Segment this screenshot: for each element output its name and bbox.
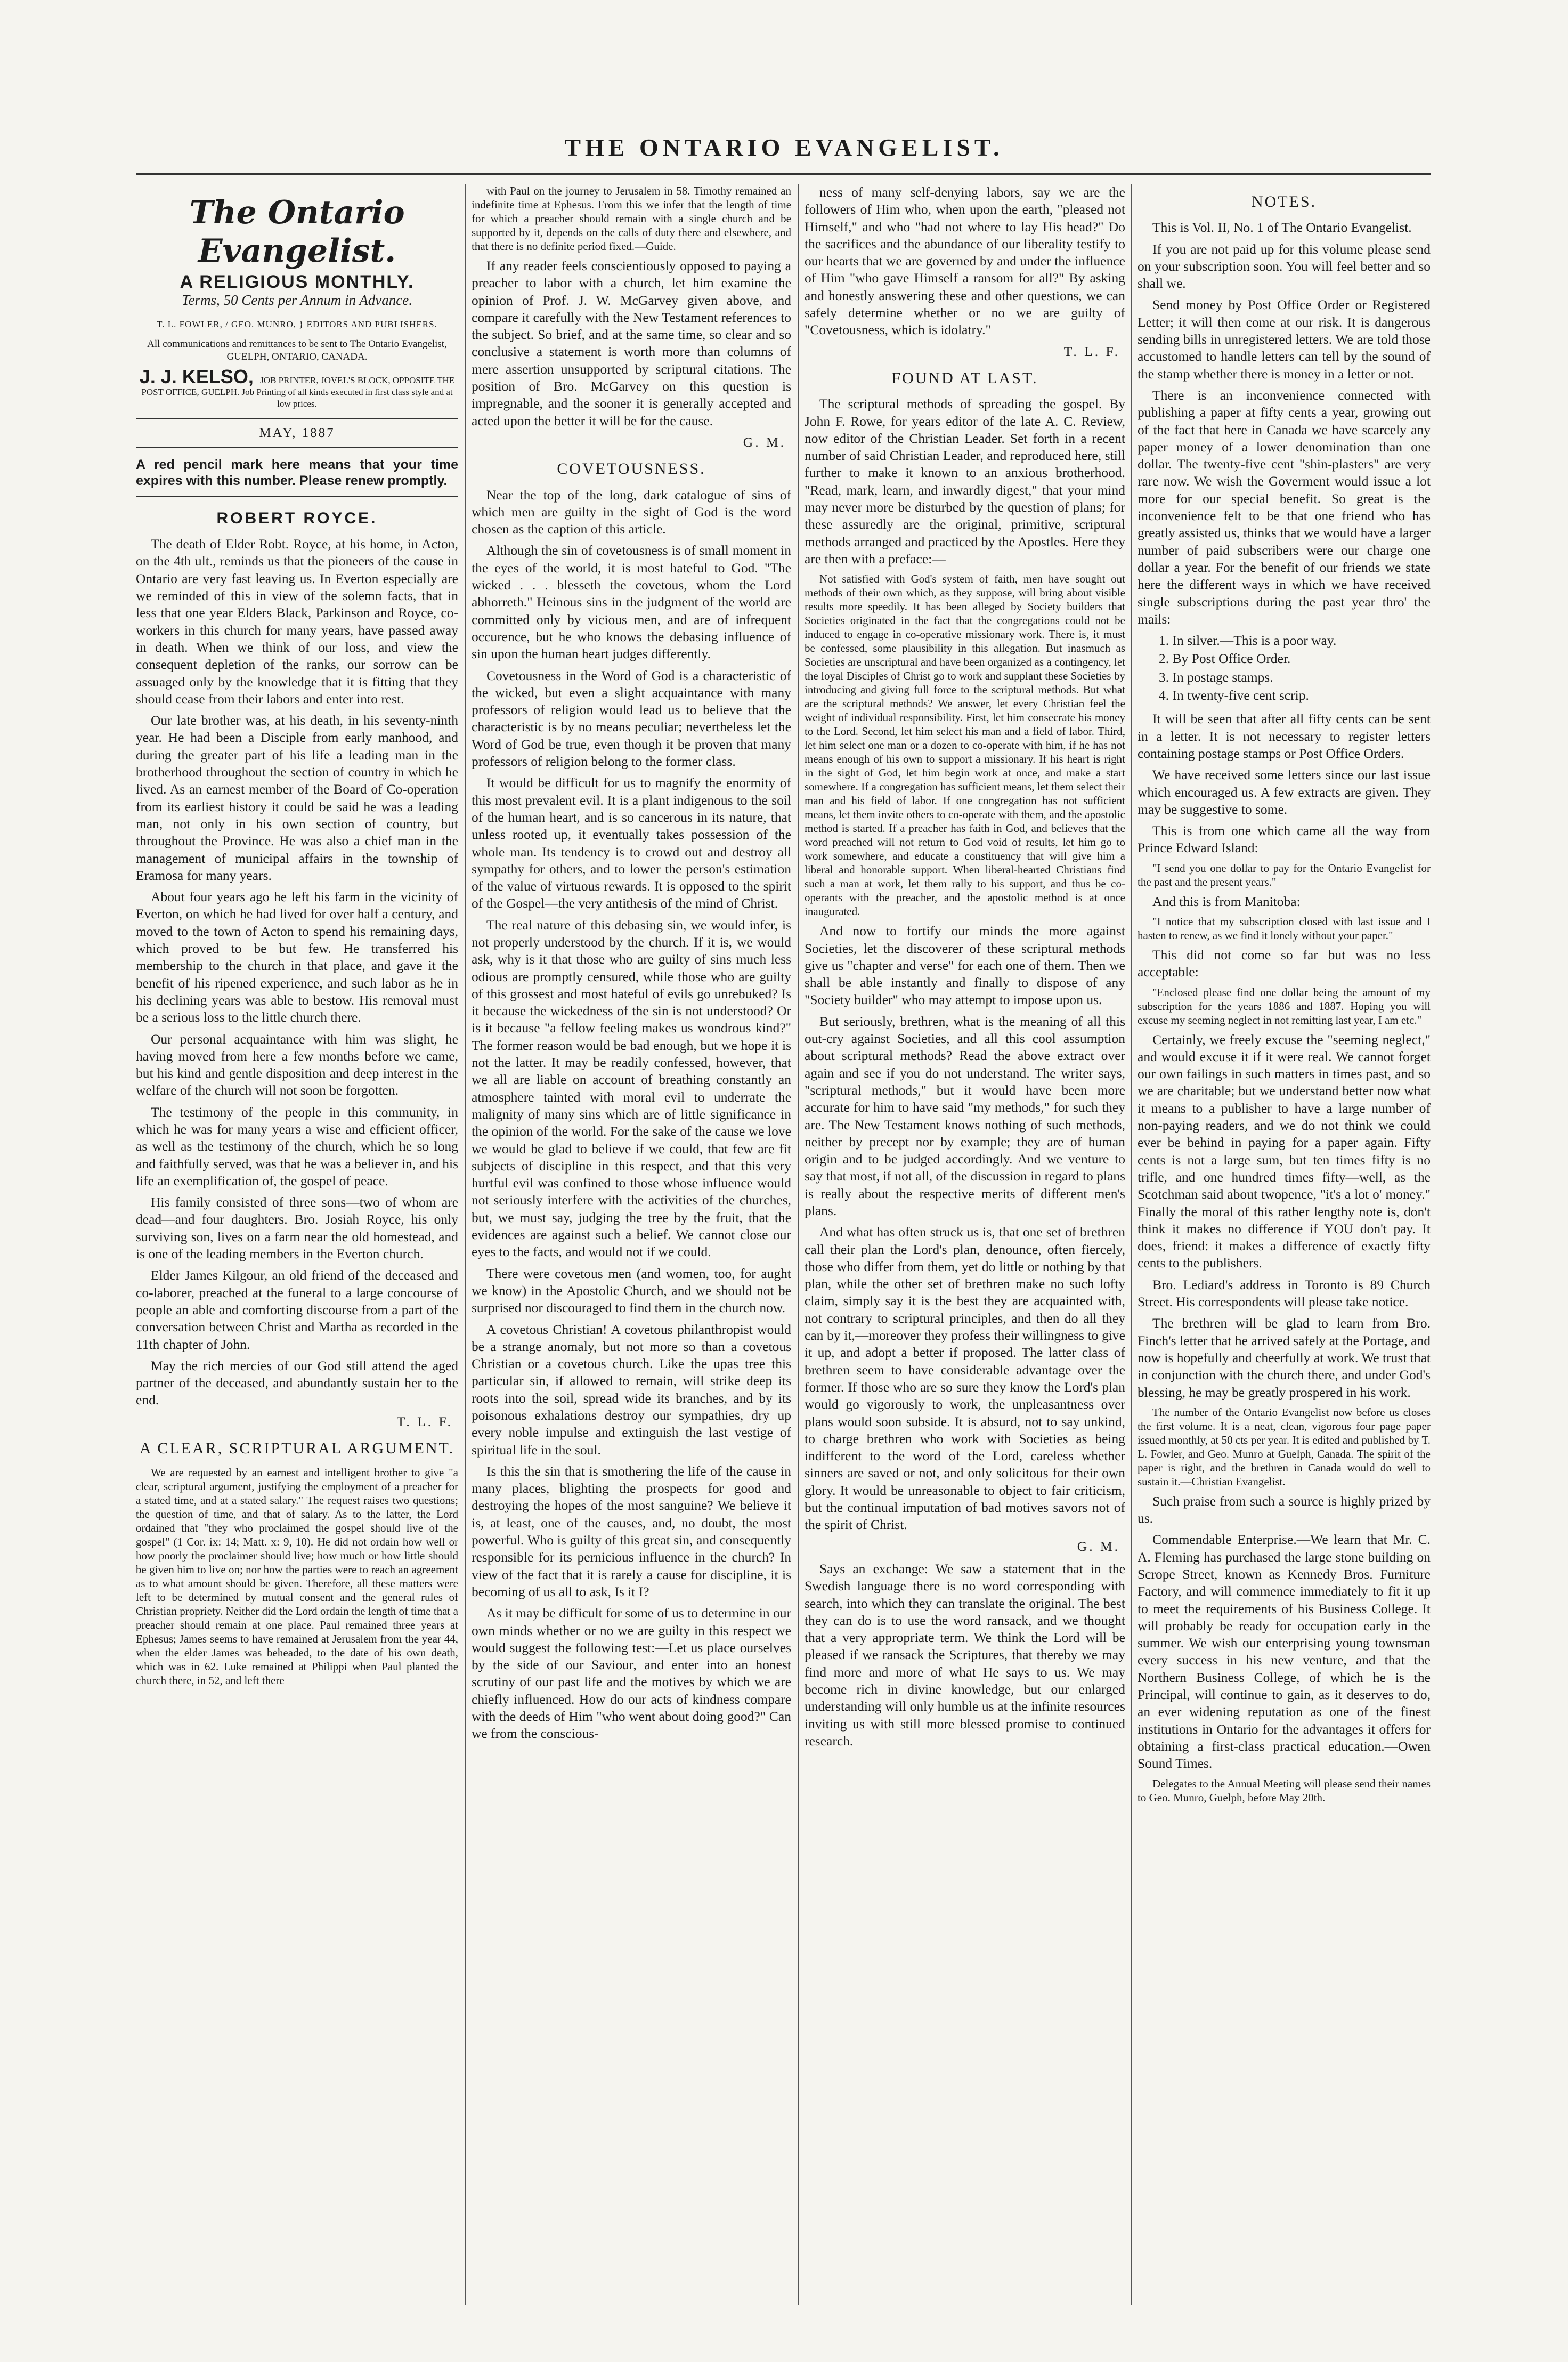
- paragraph: Commendable Enterprise.—We learn that Mr. C. A. Fleming has purchased the large stone building on Scrope Street, known as Kennedy Bros. Furniture Factory, and will commence immediately to fit it up to meet the requirements of his Business College. It will probably be ready for occupation early in the summer. We wish our enterprising young townsman every success in his new venture, and that the Northern Business College, of which he is the Principal, will continue to gain, as it deserves to do, an ever widening reputation as one of the finest institutions in Ontario for the advantages it offers for obtaining a first-class practical education.—Owen Sound Times.: [1138, 1532, 1431, 1772]
- page-header: THE ONTARIO EVANGELIST.: [564, 134, 1004, 161]
- article-title: A CLEAR, SCRIPTURAL ARGUMENT.: [139, 1439, 455, 1458]
- paragraph: The testimony of the people in this community, in which he was for many years a wise and efficient officer, as well as the testimony of the church, which he so long and faithfully served, was that he was a believer in, and his life an exemplification of, the gospel of peace.: [136, 1104, 458, 1188]
- paragraph: The scriptural methods of spreading the gospel. By John F. Rowe, for years editor of the late A. C. Review, now editor of the Christian Leader. Set forth in a recent number of said Christian Leader, and reproduced here, still further to make it known to an anxious brotherhood. "Read, mark, learn, and inwardly digest," that your mind may never more be disturbed by the question of plans; for these assuredly are the original, primitive, scriptural methods arranged and practiced by the Apostles. Here they are then with a preface:—: [805, 396, 1125, 567]
- header-rule: [136, 173, 1431, 175]
- paragraph: And this is from Manitoba:: [1152, 893, 1301, 909]
- list-item: 3. In postage stamps.: [1159, 669, 1273, 685]
- paragraph: The death of Elder Robt. Royce, at his home, in Acton, on the 4th ult., reminds us that the pioneers of the cause in Ontario are very fast leaving us. In Everton especially are we reminded of this in view of the solemn facts, that in less that one year Elders Black, Parkinson and Royce, co-workers in this church for many years, have passed away in death. When we think of our loss, and view the consequent depletion of the ranks, our sorrow can be assuaged only by the knowledge that it is fitting that they should cease from their labors and enter into rest.: [136, 536, 458, 707]
- paragraph: If you are not paid up for this volume please send on your subscription soon. You will feel better and so shall we.: [1138, 241, 1431, 292]
- column-1: [136, 184, 458, 2305]
- paragraph: The brethren will be glad to learn from Bro. Finch's letter that he arrived safely at the Portage, and now is hopefully and cheerfully at work. We trust that in conjunction with the church there, and under God's blessing, he may be greatly prospered in his work.: [1138, 1315, 1431, 1400]
- letter-quote: "I send you one dollar to pay for the Ontario Evangelist for the past and the present years.": [1138, 861, 1431, 888]
- notes-title: NOTES.: [1251, 193, 1317, 211]
- article-title: ROBERT ROYCE.: [216, 509, 378, 527]
- renewal-notice: A red pencil mark here means that your time expires with this number. Please renew promptly.: [136, 457, 458, 498]
- column-divider: [1131, 184, 1132, 2305]
- paragraph: But seriously, brethren, what is the meaning of all this out-cry against Societies, and all this cool assumption about scriptural methods? Read the above extract over again and see if you do not understand. The writer says, "scriptural methods," but it would have been more accurate for him to have said "my methods," for such they are. The New Testament knows nothing of such methods, neither by precept nor by example; they are of human origin and to be judged accordingly. And we venture to say that most, if not all, of the discussion in regard to plans is really about the respective merits of different men's plans.: [805, 1013, 1125, 1218]
- list-item: 1. In silver.—This is a poor way.: [1159, 633, 1337, 649]
- paragraph: May the rich mercies of our God still attend the aged partner of the deceased, and abundantly sustain her to the end.: [136, 1357, 458, 1408]
- paragraph: Although the sin of covetousness is of small moment in the eyes of the world, it is most hateful to God. "The wicked . . . blesseth the covetous, whom the Lord abhorreth." Heinous sins in the judgment of the world are committed only by vicious men, and are of infrequent occurence, but he who knows the debasing influence of sin upon the human heart judges differently.: [472, 543, 791, 662]
- letter-quote: "Enclosed please find one dollar being the amount of my subscription for the years 1886 and 1887. Hoping you will excuse my seeming neglect in not remitting last year, I am etc.": [1138, 985, 1431, 1026]
- paragraph: We are requested by an earnest and intelligent brother to give "a clear, scriptural argument, justifying the employment of a preacher for a stated time, and at a stated salary." The request raises two questions; the question of time, and that of salary. As to the latter, the Lord ordained that "they who proclaimed the gospel should live of the gospel" (1 Cor. ix: 14; Matt. x: 9, 10). He did not ordain how well or how poorly the proclaimer should live; how much or how little should be given him to live on; nor how the parties were to reach an agreement as to what amount should be given. Therefore, all these matters were left to be determined by mutual consent and the general rules of Christian propriety. Neither did the Lord ordain the length of time that a preacher should remain at one place. Paul remained three years at Ephesus; James seems to have remained at Jerusalem from the year 44, when the elder James was beheaded, to the date of his own death, which was in 62. Luke remained at Philippi when Paul planted the church there, in 52, and left there: [136, 1466, 458, 1687]
- column-2: [472, 184, 791, 2305]
- paragraph: There is an inconvenience connected with publishing a paper at fifty cents a year, growing out of the fact that here in Canada we have scarcely any paper money of a lower denomination than one dollar. The twenty-five cent "shin-plasters" are very rare now. We wish the Goverment would issue a lot more for our special benefit. So great is the inconvenience felt to be that one friend who has greatly assisted us, thinks that we would have a larger number of paid subscribers were our charge one dollar a year. For the benefit of our friends we state here the different ways in which we have received single subscriptions during the past year thro' the mails:: [1138, 387, 1431, 627]
- letter-quote: "I notice that my subscription closed with last issue and I hasten to renew, as we find it lonely without your paper.": [1138, 915, 1431, 942]
- column-4: [1138, 184, 1431, 2305]
- paragraph: Elder James Kilgour, an old friend of the deceased and co-laborer, preached at the funeral to a large concourse of people an able and comforting discourse from a part of the conversation between Christ and Martha as recorded in the 11th chapter of John.: [136, 1267, 458, 1352]
- printer-ad: [136, 365, 458, 410]
- paragraph: A covetous Christian! A covetous philanthropist would be a strange anomaly, but not more so than a covetous Christian or a covetous church. Like the upas tree this particular sin, if allowed to remain, will strike deep its roots into the soil, spread wide its branches, and by its poisonous exhalations destroy our sympathies, dry up every noble impulse and extinguish the last vestige of spiritual life in the soul.: [472, 1321, 791, 1458]
- paragraph: Near the top of the long, dark catalogue of sins of which men are guilty in the sight of God is the word chosen as the caption of this article.: [472, 487, 791, 537]
- paragraph: And now to fortify our minds the more against Societies, let the discoverer of these scriptural methods give us "chapter and verse" for each one of them. Then we shall be able instantly and finally to dispose of any "Society builder" who may attempt to impose upon us.: [805, 923, 1125, 1008]
- paragraph: If any reader feels conscientiously opposed to paying a preacher to labor with a church, let him examine the opinion of Prof. J. W. McGarvey given above, and compare it carefully with the New Testament references to the subject. So brief, and at the same time, so clear and so conclusive a statement is worth more than columns of mere assertion unsupported by scriptural citations. The position of Bro. McGarvey on this question is impregnable, and the sooner it is generally accepted and acted upon the better it will be for the cause.: [472, 258, 791, 428]
- paragraph: His family consisted of three sons—two of whom are dead—and four daughters. Bro. Josiah Royce, his only surviving son, lives on a farm near the old homestead, and is one of the leading members in the Everton church.: [136, 1194, 458, 1262]
- paragraph: Bro. Lediard's address in Toronto is 89 Church Street. His correspondents will please take notice.: [1138, 1276, 1431, 1310]
- author-signature: T. L. F.: [1063, 343, 1120, 359]
- press-quote: The number of the Ontario Evangelist now before us closes the first volume. It is a neat, clean, vigorous four page paper issued monthly, at 50 cts per year. It is edited and published by T. L. Fowler, and Geo. Munro at Guelph, Canada. The spirit of the paper is right, and the brethren in Canada would do well to sustain it.—Christian Evangelist.: [1138, 1405, 1431, 1488]
- paragraph: This did not come so far but was no less acceptable:: [1138, 947, 1431, 980]
- paragraph: Such praise from such a source is highly prized by us.: [1138, 1493, 1431, 1526]
- printer-detail: JOB PRINTER, JOVEL'S BLOCK, OPPOSITE THE POST OFFICE, GUELPH. Job Printing of all kinds executed in first class style and at low prices.: [141, 375, 455, 409]
- paragraph: As it may be difficult for some of us to determine in our own minds whether or no we are guilty in this respect we would suggest the following test:—Let us place ourselves by the side of our Saviour, and enter into an honest scrutiny of our past life and the motives by which we are chiefly influenced. How do our acts of kindness compare with the deeds of Him "who went about doing good?" Can we from the conscious-: [472, 1605, 791, 1742]
- paragraph: Send money by Post Office Order or Registered Letter; it will then come at our risk. It is dangerous sending bills in unregistered letters. We are told those accustomed to handle letters can tell by the sound of the stamp whether there is money in a letter or not.: [1138, 297, 1431, 382]
- author-signature: T. L. F.: [396, 1413, 453, 1429]
- paragraph: with Paul on the journey to Jerusalem in 58. Timothy remained an indefinite time at Ephesus. From this we infer that the length of time for which a preacher should remain with a single church and be supported by it, depends on the calls of duty there and elsewhere, and that there is no definite period fixed.—Guide.: [472, 184, 791, 253]
- column-divider: [798, 184, 799, 2305]
- paragraph: It would be difficult for us to magnify the enormity of this most prevalent evil. It is a plant indigenous to the soil of the human heart, and is so cancerous in its nature, that unless rooted up, it eventually takes possession of the whole man. Its tendency is to crowd out and destroy all sympathy for others, and to lower the person's estimation of the value of virtuous rewards. It is opposed to the spirit of the Gospel—the very antithesis of the mind of Christ.: [472, 775, 791, 911]
- paragraph: About four years ago he left his farm in the vicinity of Everton, on which he had lived for over half a century, and moved to the town of Acton to spend his remaining days, which proved to be but few. He transferred his membership to the church in that place, and gave it the benefit of his ripened experience, and such labor as he in his declining years was able to bestow. His removal must be a serious loss to the little church there.: [136, 889, 458, 1025]
- delegates-notice: Delegates to the Annual Meeting will please send their names to Geo. Munro, Guelph, before May 20th.: [1138, 1777, 1431, 1804]
- column-3: [805, 184, 1125, 2305]
- article-title: FOUND AT LAST.: [891, 369, 1038, 387]
- paragraph: The real nature of this debasing sin, we would infer, is not properly understood by the church. If it is, we would ask, why is it that those who are guilty of sins much less odious are promptly censured, while those who are guilty of this grossest and most hateful of evils go unrebuked? Is it because the wickedness of the sin is not understood? Or is it because "a fellow feeling makes us wondrous kind?" The former reason would be bad enough, but we hope it is not the latter. It may be readily confessed, however, that we all are liable on account of breathing constantly an atmosphere tainted with moral evil to underrate the malignity of many sins which are of little significance in the opinion of the world. For the sake of the cause we love we would be glad to believe if we could, that few are fit subjects of discipline in this respect, and that this very hurtful evil was confined to those whose influence would not seriously interfere with the activities of the churches, but, we must say, judging the tree by the fruit, that the evidences are against such a belief. We cannot close our eyes to the facts, and would not if we could.: [472, 917, 791, 1260]
- paragraph: Certainly, we freely excuse the "seeming neglect," and would excuse it if it were real. We cannot forget our own failings in such matters in times past, and so we are charitable; but we understand better now what it means to a publisher to have a large number of non-paying readers, and we do not think we could ever be behind in paying for a paper again. Fifty cents is not a large sum, but ten times fifty is no trifle, and one hundred times fifty—well, as the Scotchman said about twopence, "it's a lot o' money." Finally the moral of this rather lengthy note is, don't think it makes no difference if YOU don't pay. It does, friend: it makes a difference of exactly fifty cents to the publishers.: [1138, 1031, 1431, 1271]
- masthead-terms: Terms, 50 Cents per Annum in Advance.: [182, 292, 412, 309]
- masthead-subtitle: A RELIGIOUS MONTHLY.: [180, 272, 415, 292]
- paragraph: Our late brother was, at his death, in his seventy-ninth year. He had been a Disciple from early manhood, and during the greater part of his life a leading man in the brotherhood throughout the section of country in which he lived. As an earnest member of the Board of Co-operation from its earliest history it could be said he was a leading man, not only in his own section of country, but throughout the Province. He was also a chief man in the management of municipal affairs in the township of Eramosa for many years.: [136, 713, 458, 883]
- paragraph: There were covetous men (and women, too, for aught we know) in the Apostolic Church, and we should not be surprised nor discouraged to find them in the church now.: [472, 1265, 791, 1316]
- payment-methods-list: [1159, 632, 1431, 704]
- author-signature: G. M.: [1077, 1538, 1120, 1554]
- paragraph: Says an exchange: We saw a statement that in the Swedish language there is no word corresponding with search, into which they can translate the original. The best they can do is to use the word ransack, and we thought that a very appropriate term. We think the Lord will be pleased if we ransack the Scriptures, that thereby we may find more and more of what He says to us. We may become rich in divine knowledge, but our enlarged understanding will only humble us at the infinite resources inviting us with still more blessed promise to continued research.: [805, 1560, 1125, 1749]
- masthead-title: The Ontario Evangelist.: [189, 194, 405, 270]
- quoted-extract: Not satisfied with God's system of faith, men have sought out methods of their own which, as they suppose, will bring about visible results more speedily. It has been alleged by Society builders that Societies originated in the fact that the congregations could not be induced to engage in co-operative missionary work. There is, it must be confessed, some plausibility in this allegation. But inasmuch as Societies are unscriptural and have been organized as a contingency, let the loyal Disciples of Christ go to work and supplant these Societies by introducing and giving full force to the scriptural methods. But what are the scriptural methods? We answer, let every Christian feel the weight of individual responsibility. First, let him consecrate his money to the Lord. Second, let him select his man and a field of labor. Third, let him select one man or a dozen to co-operate with him, if he has not means enough of his own to support a missionary. If his heart is right in the sight of God, let him begin work at once, and make a start somewhere. If a congregation has sufficient means, let them select their man and his field of labor. If one congregation has not sufficient means, let them invite others to co-operate with them, and the apostolic method is started. If a preacher has faith in God, and believes that the word preached will not return to God void of results, let him go to work somewhere, and educate a constituency that will give him a liberal and honorable support. When liberal-hearted Christians find such a man at work, let them rally to his support, and thus be co-operants with the preacher, and the apostolic method is at once inaugurated.: [805, 572, 1125, 918]
- printer-name: J. J. KELSO,: [139, 365, 254, 387]
- masthead-editors: T. L. FOWLER, / GEO. MUNRO, } EDITORS AND PUBLISHERS.: [157, 319, 437, 329]
- paragraph: ness of many self-denying labors, say we are the followers of Him who, when upon the earth, "pleased not Himself," and who "had not where to lay His head?" Do the sacrifices and the abundance of our liberality testify to our hearts that we are governed by and under the influence of Him "who gave Himself a ransom for all?" By asking and honestly answering these and other questions, we can safely determine whether or no we are guilty of "Covetousness, which is idolatry.": [805, 184, 1125, 338]
- author-signature: G. M.: [743, 434, 786, 450]
- masthead-notice: All communications and remittances to be sent to The Ontario Evangelist, GUELPH, ONTARIO, CANADA.: [147, 338, 447, 362]
- article-title: COVETOUSNESS.: [557, 460, 706, 478]
- paragraph: Covetousness in the Word of God is a characteristic of the wicked, but even a slight acquaintance with many professors of religion would lead us to believe that the characteristic is by no means peculiar; nevertheless let the Word of God be true, even though it be proven that many professors of religion belong to the former class.: [472, 667, 791, 770]
- paragraph: It will be seen that after all fifty cents can be sent in a letter. It is not necessary to register letters containing postage stamps or Post Office Orders.: [1138, 711, 1431, 761]
- paragraph: Is this the sin that is smothering the life of the cause in many places, blighting the prospects for good and destroying the hopes of the most sanguine? We believe it is, at least, one of the causes, and, no doubt, the most powerful. Who is guilty of this great sin, and consequently responsible for its pernicious influence in the church? In view of the fact that it is rarely a cause for discipline, it is becoming of us all to ask, Is it I?: [472, 1463, 791, 1599]
- column-divider: [465, 184, 466, 2305]
- list-item: 4. In twenty-five cent scrip.: [1159, 687, 1309, 703]
- paragraph: This is Vol. II, No. 1 of The Ontario Evangelist.: [1152, 220, 1412, 236]
- list-item: 2. By Post Office Order.: [1159, 651, 1291, 667]
- paragraph: Our personal acquaintance with him was slight, he having moved from here a few months before we came, but his kind and gentle disposition and deep interest in the welfare of the church will not soon be forgotten.: [136, 1031, 458, 1098]
- paragraph: We have received some letters since our last issue which encouraged us. A few extracts are given. They may be suggestive to some.: [1138, 767, 1431, 817]
- paragraph: This is from one which came all the way from Prince Edward Island:: [1138, 823, 1431, 856]
- paragraph: And what has often struck us is, that one set of brethren call their plan the Lord's plan, denounce, often fiercely, those who differ from them, yet do little or nothing by that plan, while the other set of brethren make no such lofty claim, simply say it is the best they are acquainted with, not contrary to scriptural principles, and then do all they can by it,—moreover they profess their willingness to give it up, and adopt a better if proposed. The latter class of brethren seem to have considerable advantage over the former. If those who are so sure they know the Lord's plan would go vigorously to work, the unpleasantness over plans would soon subside. It is absurd, not to say unkind, to charge brethren who work with Societies as being indifferent to the word of the Lord, careless whether sinners are saved or not, and only solicitous for their own glory. It would be unreasonable to object to fair criticism, but the continual imputation of bad motives savors not of the spirit of Christ.: [805, 1224, 1125, 1533]
- issue-date: MAY, 1887: [136, 418, 458, 448]
